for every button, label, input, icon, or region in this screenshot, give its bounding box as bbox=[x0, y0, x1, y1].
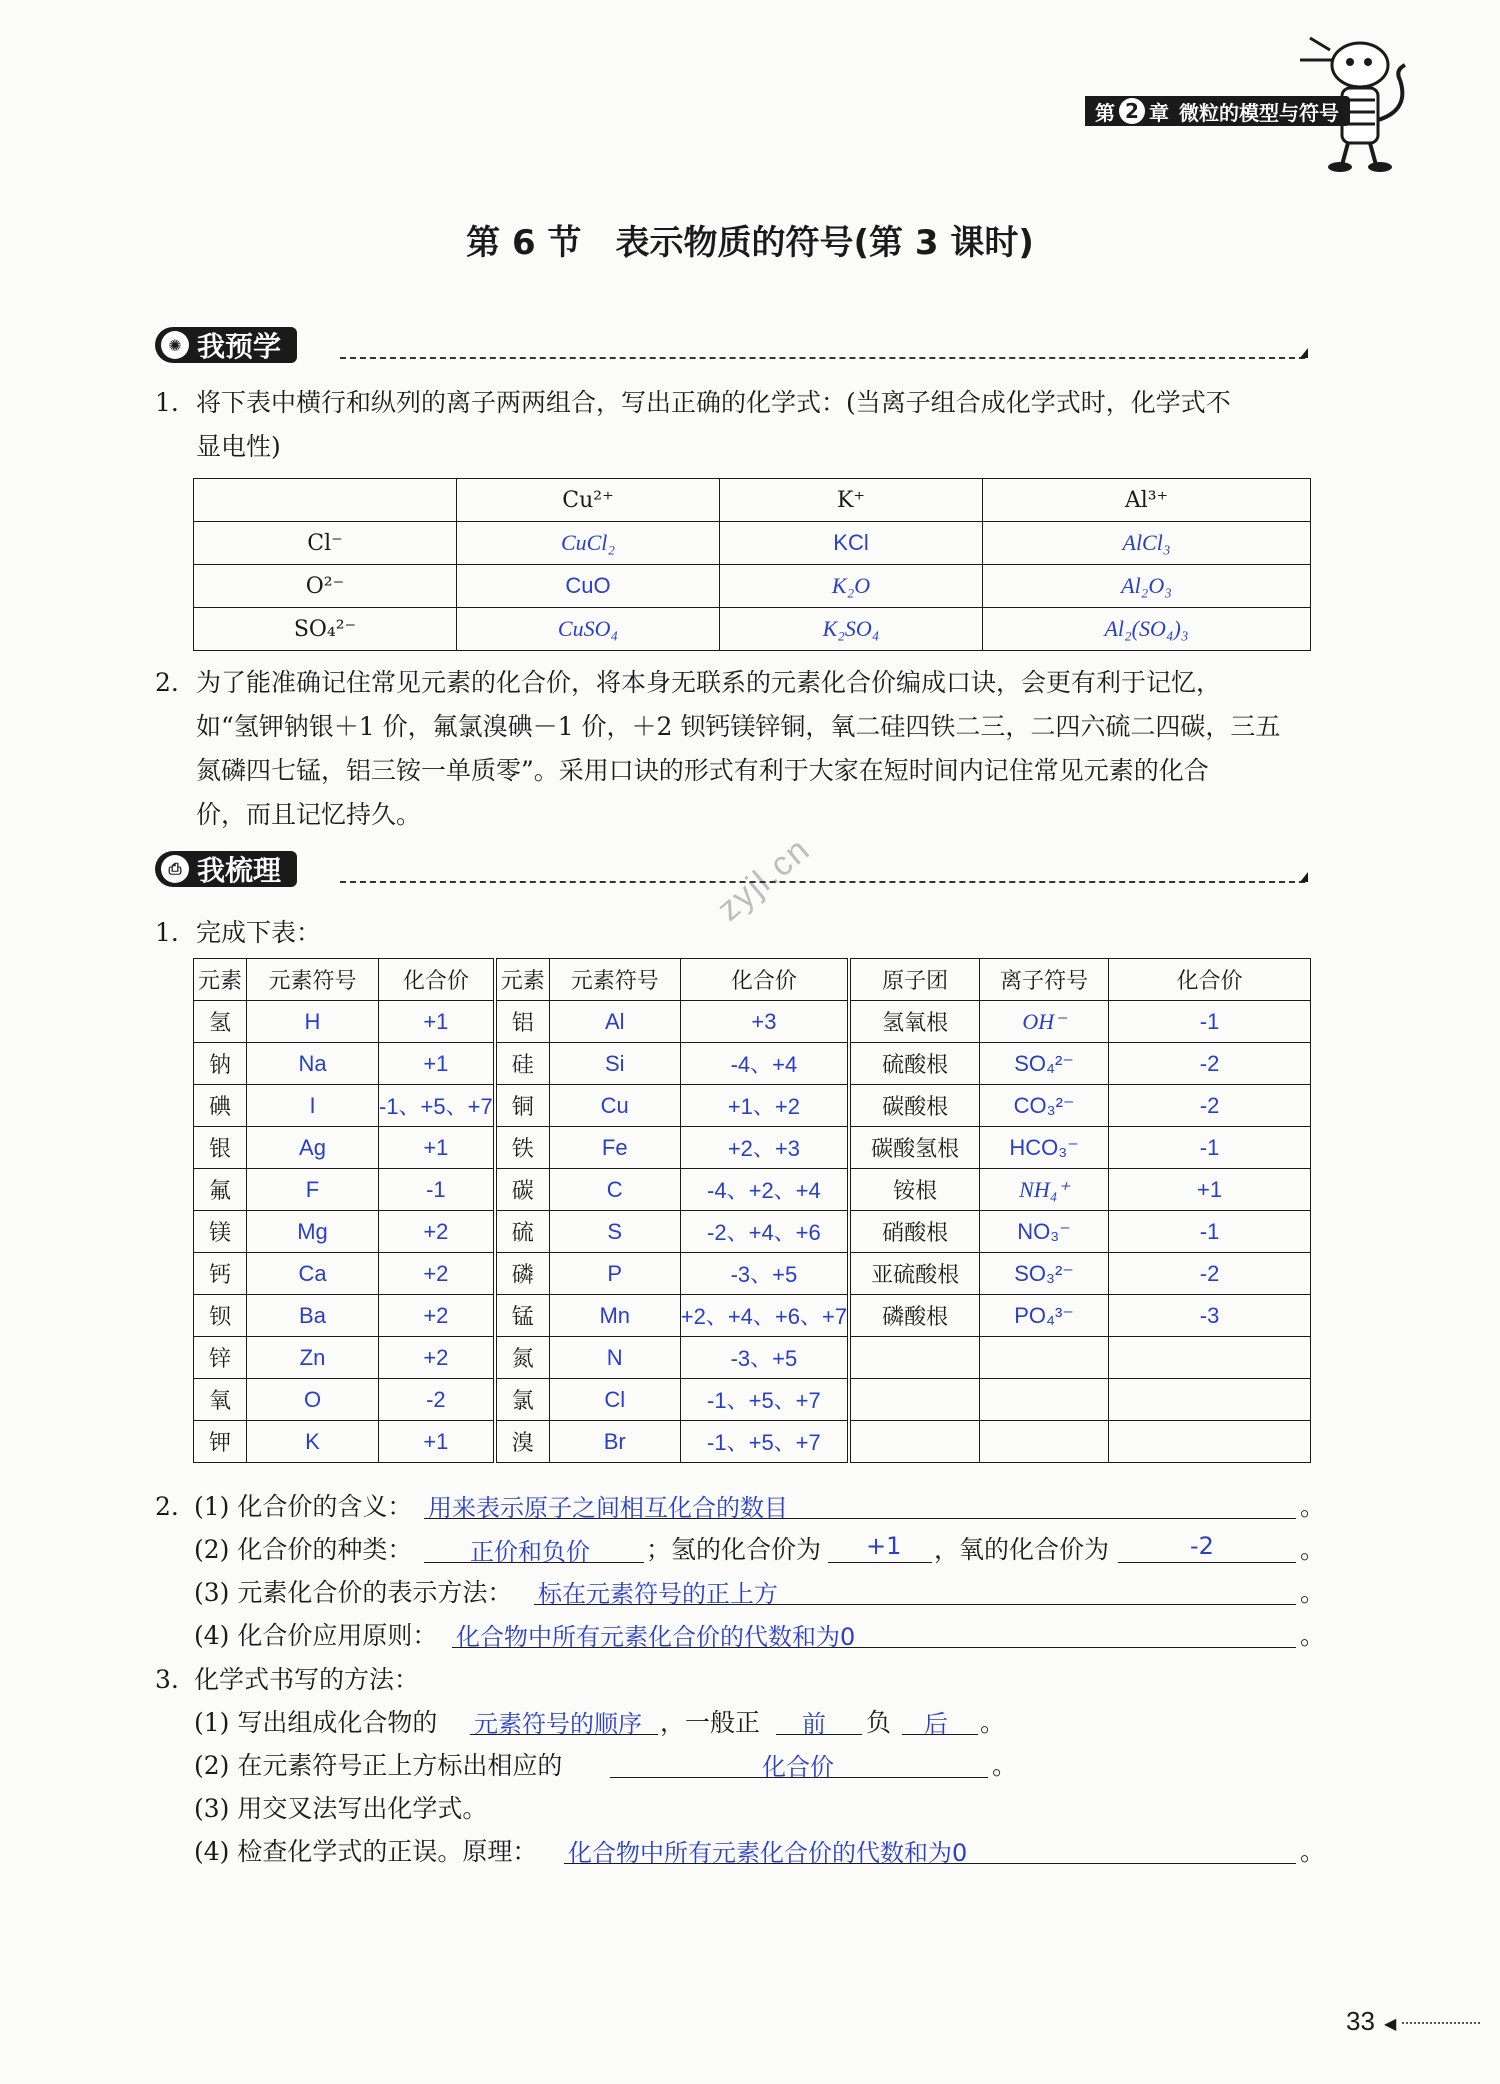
table-cell: Ca bbox=[247, 1253, 379, 1295]
table-row bbox=[194, 1379, 1311, 1421]
table-cell: -1 bbox=[1109, 1127, 1311, 1169]
types-prefix: (2) 化合价的种类： bbox=[194, 1535, 413, 1564]
line-end: 。 bbox=[1300, 1621, 1326, 1650]
table-cell: +1 bbox=[379, 1043, 495, 1085]
answer-text: 用来表示原子之间相互化合的数目 bbox=[428, 1494, 788, 1522]
table-cell: +1 bbox=[1109, 1169, 1311, 1211]
answer-cell: Al₂O₃ bbox=[983, 565, 1311, 608]
question-text bbox=[196, 381, 1316, 469]
step-text: (3) 用交叉法写出化学式。 bbox=[194, 1794, 488, 1823]
table-cell: Si bbox=[549, 1043, 680, 1085]
table-cell: Cl bbox=[549, 1379, 680, 1421]
table-cell bbox=[980, 1421, 1109, 1463]
table-cell: C bbox=[549, 1169, 680, 1211]
section-label: 我梳理 bbox=[197, 854, 282, 887]
question-line: 氮磷四七锰，铝三铵一单质零”。采用口诀的形式有利于大家在短时间内记住常见元素的化合 bbox=[196, 756, 1209, 785]
table-cell: 氟 bbox=[194, 1169, 247, 1211]
table-cell bbox=[980, 1379, 1109, 1421]
table-cell: 磷 bbox=[495, 1253, 550, 1295]
answer-cell: KCl bbox=[720, 522, 983, 565]
table-cell: 硫酸根 bbox=[849, 1043, 980, 1085]
question-line: 显电性) bbox=[196, 432, 281, 461]
question-line: 将下表中横行和纵列的离子两两组合，写出正确的化学式：(当离子组合成化学式时，化学式不 bbox=[196, 388, 1231, 417]
table-header: 元素 bbox=[495, 959, 550, 1001]
table-cell: 铝 bbox=[495, 1001, 550, 1043]
answer-cell: K₂SO₄ bbox=[720, 608, 983, 651]
table-row bbox=[194, 1337, 1311, 1379]
table-cell: 氯 bbox=[495, 1379, 550, 1421]
table-cell: Zn bbox=[247, 1337, 379, 1379]
table-header: 离子符号 bbox=[980, 959, 1109, 1001]
table-cell: Mg bbox=[247, 1211, 379, 1253]
answer-text: 化合价 bbox=[762, 1753, 834, 1781]
table-cell: Na bbox=[247, 1043, 379, 1085]
answer-text: 前 bbox=[802, 1710, 826, 1738]
notation-prefix: (3) 元素化合价的表示方法： bbox=[194, 1578, 513, 1607]
page-number: 33 bbox=[1346, 2006, 1375, 2036]
table-cell: 氢氧根 bbox=[849, 1001, 980, 1043]
table-row bbox=[194, 1085, 1311, 1127]
table-cell: CO₃²⁻ bbox=[980, 1085, 1109, 1127]
table-cell: 亚硫酸根 bbox=[849, 1253, 980, 1295]
divider-arrow-icon bbox=[1300, 872, 1308, 882]
table-header bbox=[194, 479, 457, 522]
table-cell: 碳酸根 bbox=[849, 1085, 980, 1127]
table-cell: -4、+2、+4 bbox=[680, 1169, 849, 1211]
arrow-left-icon: ◀ bbox=[1384, 2014, 1397, 2033]
table-cell: -1、+5、+7 bbox=[379, 1085, 495, 1127]
table-cell: -1、+5、+7 bbox=[680, 1421, 849, 1463]
table-cell: 铵根 bbox=[849, 1169, 980, 1211]
table-cell bbox=[1109, 1379, 1311, 1421]
table-header: 元素 bbox=[194, 959, 247, 1001]
table-cell: O bbox=[247, 1379, 379, 1421]
table-row bbox=[194, 1001, 1311, 1043]
divider-arrow-icon bbox=[1300, 348, 1308, 358]
table-cell: 碘 bbox=[194, 1085, 247, 1127]
table-cell: NH₄⁺ bbox=[980, 1169, 1109, 1211]
section-header-review bbox=[155, 849, 297, 889]
line-end: 。 bbox=[992, 1751, 1018, 1780]
watermark: zyjl.cn bbox=[710, 829, 818, 929]
answer-cell: Al₂(SO₄)₃ bbox=[983, 608, 1311, 651]
table-cell: +1 bbox=[379, 1001, 495, 1043]
table-header: K⁺ bbox=[720, 479, 983, 522]
table-cell: -2 bbox=[1109, 1043, 1311, 1085]
table-cell: 钾 bbox=[194, 1421, 247, 1463]
question-number: 1. bbox=[155, 388, 179, 417]
table-cell: 硅 bbox=[495, 1043, 550, 1085]
table-cell bbox=[980, 1337, 1109, 1379]
question-number: 3. bbox=[155, 1665, 179, 1694]
table-row bbox=[194, 1253, 1311, 1295]
table-header: 原子团 bbox=[849, 959, 980, 1001]
printer-icon: ⎙ bbox=[161, 855, 189, 883]
table-row bbox=[194, 1127, 1311, 1169]
table-cell: +3 bbox=[680, 1001, 849, 1043]
table-cell: HCO₃⁻ bbox=[980, 1127, 1109, 1169]
table-cell: -1 bbox=[1109, 1211, 1311, 1253]
line-end: 。 bbox=[1300, 1535, 1326, 1564]
table-cell bbox=[849, 1337, 980, 1379]
table-cell: 氢 bbox=[194, 1001, 247, 1043]
table-cell bbox=[1109, 1337, 1311, 1379]
answer-text: 元素符号的顺序 bbox=[474, 1710, 642, 1738]
ion-combination-table bbox=[193, 478, 1311, 651]
answer-text: 化合物中所有元素化合价的代数和为0 bbox=[456, 1623, 856, 1651]
answer-text: 正价和负价 bbox=[470, 1538, 590, 1566]
table-cell: -4、+4 bbox=[680, 1043, 849, 1085]
table-cell: Mn bbox=[549, 1295, 680, 1337]
table-cell: -3 bbox=[1109, 1295, 1311, 1337]
definition-prefix: (1) 化合价的含义： bbox=[194, 1492, 413, 1521]
chapter-title: 微粒的模型与符号 bbox=[1179, 100, 1339, 125]
table-cell: 镁 bbox=[194, 1211, 247, 1253]
chapter-suffix: 章 bbox=[1149, 100, 1169, 125]
recycle-icon: ✺ bbox=[161, 331, 189, 359]
table-cell: -2 bbox=[1109, 1085, 1311, 1127]
table-cell: Br bbox=[549, 1421, 680, 1463]
table-cell: +2 bbox=[379, 1295, 495, 1337]
answer-cell: CuO bbox=[457, 565, 720, 608]
table-cell: 锌 bbox=[194, 1337, 247, 1379]
line-end: 。 bbox=[1300, 1837, 1326, 1866]
types-mid: ，氧的化合价为 bbox=[934, 1535, 1110, 1564]
answer-text: 后 bbox=[924, 1710, 948, 1738]
answer-cell: K₂O bbox=[720, 565, 983, 608]
step-mid: 负 bbox=[866, 1708, 892, 1737]
divider bbox=[340, 357, 1305, 359]
table-cell: +2 bbox=[379, 1337, 495, 1379]
table-cell: SO₃²⁻ bbox=[980, 1253, 1109, 1295]
table-cell: +2 bbox=[379, 1253, 495, 1295]
answer-text: 化合物中所有元素化合价的代数和为0 bbox=[568, 1839, 968, 1867]
row-ion: Cl⁻ bbox=[194, 522, 457, 565]
question-line: 价，而且记忆持久。 bbox=[196, 800, 422, 829]
table-cell: NO₃⁻ bbox=[980, 1211, 1109, 1253]
table-cell: H bbox=[247, 1001, 379, 1043]
table-cell: Cu bbox=[549, 1085, 680, 1127]
line-end: 。 bbox=[1300, 1492, 1326, 1521]
table-cell: -1 bbox=[1109, 1001, 1311, 1043]
chapter-prefix: 第 bbox=[1095, 100, 1115, 125]
table-row bbox=[194, 1169, 1311, 1211]
table-cell: -3、+5 bbox=[680, 1253, 849, 1295]
chapter-number: 2 bbox=[1119, 98, 1145, 124]
table-cell: N bbox=[549, 1337, 680, 1379]
table-cell: 钡 bbox=[194, 1295, 247, 1337]
table-cell: -1 bbox=[379, 1169, 495, 1211]
table-cell: 磷酸根 bbox=[849, 1295, 980, 1337]
table-header: Cu²⁺ bbox=[457, 479, 720, 522]
table-cell: -2 bbox=[379, 1379, 495, 1421]
step-prefix: (2) 在元素符号正上方标出相应的 bbox=[194, 1751, 563, 1780]
table-cell: 碳酸氢根 bbox=[849, 1127, 980, 1169]
table-row bbox=[194, 1421, 1311, 1463]
table-row bbox=[194, 1295, 1311, 1337]
table-cell: -1、+5、+7 bbox=[680, 1379, 849, 1421]
question-line: 为了能准确记住常见元素的化合价，将本身无联系的元素化合价编成口诀，会更有利于记忆， bbox=[196, 668, 1222, 697]
table-cell: PO₄³⁻ bbox=[980, 1295, 1109, 1337]
types-mid: ；氢的化合价为 bbox=[646, 1535, 822, 1564]
table-cell bbox=[1109, 1421, 1311, 1463]
table-cell: +2、+3 bbox=[680, 1127, 849, 1169]
table-cell: 银 bbox=[194, 1127, 247, 1169]
line-end: 。 bbox=[980, 1708, 1006, 1737]
table-row bbox=[194, 1043, 1311, 1085]
question-number: 2. bbox=[155, 668, 179, 697]
answer-text: 标在元素符号的正上方 bbox=[538, 1580, 778, 1608]
table-cell: 锰 bbox=[495, 1295, 550, 1337]
question-text: 完成下表： bbox=[196, 918, 322, 947]
step-prefix: (1) 写出组成化合物的 bbox=[194, 1708, 438, 1737]
table-cell: OH⁻ bbox=[980, 1001, 1109, 1043]
table-cell: 氧 bbox=[194, 1379, 247, 1421]
table-cell: 钠 bbox=[194, 1043, 247, 1085]
question-number: 2. bbox=[155, 1492, 179, 1521]
table-header: Al³⁺ bbox=[983, 479, 1311, 522]
table-cell: I bbox=[247, 1085, 379, 1127]
table-cell bbox=[849, 1379, 980, 1421]
table-cell: +2 bbox=[379, 1211, 495, 1253]
table-cell: S bbox=[549, 1211, 680, 1253]
table-header: 化合价 bbox=[680, 959, 849, 1001]
answer-cell: AlCl₃ bbox=[983, 522, 1311, 565]
chapter-tag bbox=[1085, 96, 1350, 126]
table-cell: +2、+4、+6、+7 bbox=[680, 1295, 849, 1337]
question-number: 1. bbox=[155, 918, 179, 947]
table-cell: 铜 bbox=[495, 1085, 550, 1127]
table-cell: K bbox=[247, 1421, 379, 1463]
table-cell: 铁 bbox=[495, 1127, 550, 1169]
row-ion: SO₄²⁻ bbox=[194, 608, 457, 651]
principle-prefix: (4) 化合价应用原则： bbox=[194, 1621, 438, 1650]
table-cell: 碳 bbox=[495, 1169, 550, 1211]
question-line: 如“氢钾钠银＋1 价，氟氯溴碘－1 价，＋2 钡钙镁锌铜，氧二硅四铁二三，二四六硫二四碳，三五 bbox=[196, 712, 1281, 741]
table-cell: -2、+4、+6 bbox=[680, 1211, 849, 1253]
table-cell: F bbox=[247, 1169, 379, 1211]
page-title: 第 6 节 表示物质的符号(第 3 课时) bbox=[466, 223, 1034, 263]
answer-text: +1 bbox=[866, 1532, 902, 1560]
table-cell: 钙 bbox=[194, 1253, 247, 1295]
step-mid: ，一般正 bbox=[660, 1708, 761, 1737]
section-header-preview bbox=[155, 325, 297, 365]
step-prefix: (4) 检查化学式的正误。原理： bbox=[194, 1837, 538, 1866]
line-end: 。 bbox=[1300, 1578, 1326, 1607]
question-text: 化学式书写的方法： bbox=[194, 1665, 420, 1694]
answer-cell: CuSO₄ bbox=[457, 608, 720, 651]
table-cell: +1 bbox=[379, 1421, 495, 1463]
table-cell: 硫 bbox=[495, 1211, 550, 1253]
table-cell: Al bbox=[549, 1001, 680, 1043]
table-header: 化合价 bbox=[379, 959, 495, 1001]
table-cell: SO₄²⁻ bbox=[980, 1043, 1109, 1085]
divider bbox=[1402, 2022, 1480, 2024]
table-cell: +1 bbox=[379, 1127, 495, 1169]
valence-table bbox=[193, 958, 1311, 1463]
table-cell: 溴 bbox=[495, 1421, 550, 1463]
table-row bbox=[194, 1211, 1311, 1253]
table-cell: -3、+5 bbox=[680, 1337, 849, 1379]
divider bbox=[340, 881, 1305, 883]
answer-cell: CuCl₂ bbox=[457, 522, 720, 565]
table-header: 化合价 bbox=[1109, 959, 1311, 1001]
table-cell: 氮 bbox=[495, 1337, 550, 1379]
table-cell: Fe bbox=[549, 1127, 680, 1169]
table-cell: Ag bbox=[247, 1127, 379, 1169]
section-label: 我预学 bbox=[197, 330, 282, 363]
table-header: 元素符号 bbox=[247, 959, 379, 1001]
table-header: 元素符号 bbox=[549, 959, 680, 1001]
table-cell: P bbox=[549, 1253, 680, 1295]
row-ion: O²⁻ bbox=[194, 565, 457, 608]
table-cell: -2 bbox=[1109, 1253, 1311, 1295]
table-cell: 硝酸根 bbox=[849, 1211, 980, 1253]
answer-text: -2 bbox=[1190, 1532, 1214, 1560]
table-cell bbox=[849, 1421, 980, 1463]
question-text bbox=[196, 661, 1316, 837]
table-cell: +1、+2 bbox=[680, 1085, 849, 1127]
table-cell: Ba bbox=[247, 1295, 379, 1337]
